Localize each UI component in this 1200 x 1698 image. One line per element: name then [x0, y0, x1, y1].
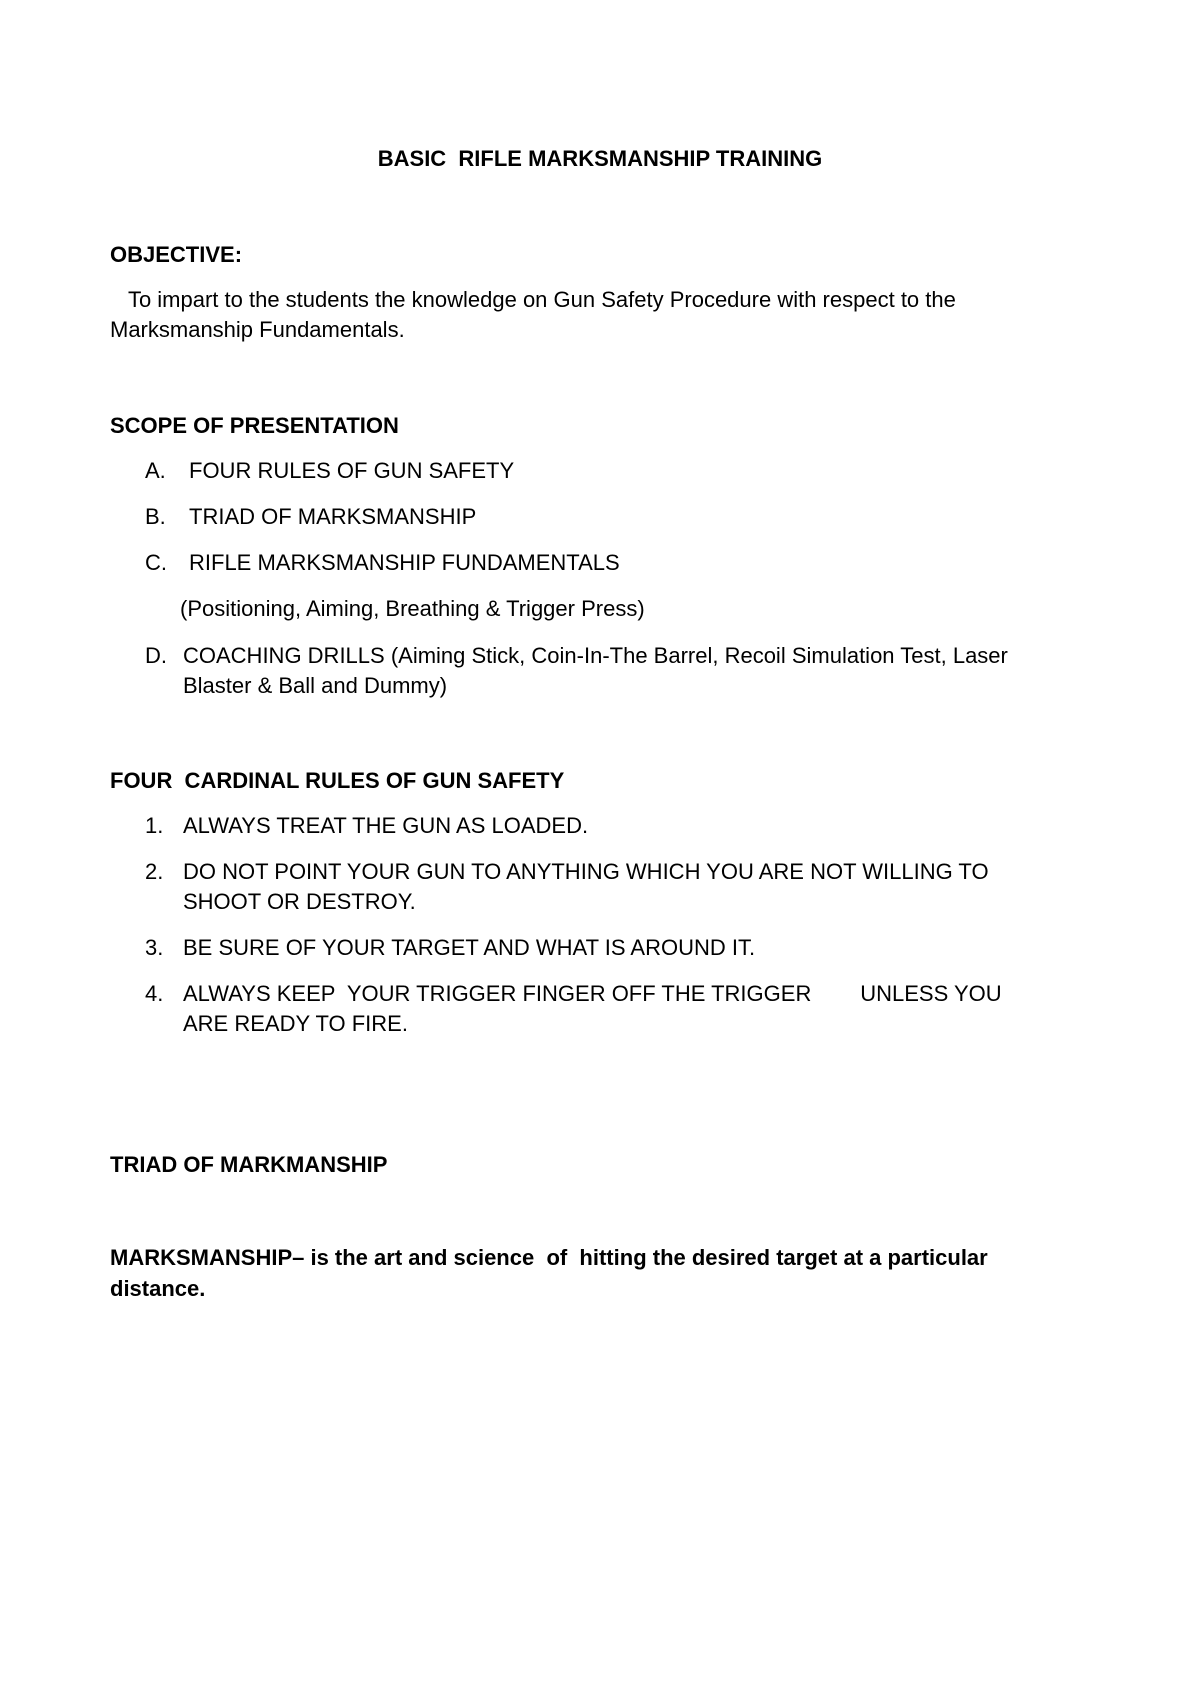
objective-heading: OBJECTIVE: [110, 242, 243, 267]
marksmanship-definition-line-2: distance. [110, 1276, 206, 1301]
objective-text-line-2: Marksmanship Fundamentals. [110, 317, 405, 342]
list-marker: C. [145, 550, 167, 575]
list-item-text: DO NOT POINT YOUR GUN TO ANYTHING WHICH YOU ARE NOT WILLING TO [183, 859, 989, 884]
list-item-text-continued: SHOOT OR DESTROY. [183, 889, 416, 914]
triad-heading: TRIAD OF MARKMANSHIP [110, 1152, 388, 1177]
list-item-text: ALWAYS TREAT THE GUN AS LOADED. [183, 813, 589, 838]
list-marker: A. [145, 458, 166, 483]
list-marker: 2. [145, 859, 164, 884]
list-marker: 3. [145, 935, 164, 960]
scope-heading: SCOPE OF PRESENTATION [110, 413, 399, 438]
document-title: BASIC RIFLE MARKSMANSHIP TRAINING [377, 146, 823, 171]
list-item-text-continued: Blaster & Ball and Dummy) [183, 673, 448, 698]
list-marker: 4. [145, 981, 164, 1006]
list-item-text-continued: ARE READY TO FIRE. [183, 1011, 408, 1036]
list-item-text: FOUR RULES OF GUN SAFETY [189, 458, 515, 483]
objective-text-line-1: To impart to the students the knowledge on Gun Safety Procedure with respect to the [110, 287, 956, 312]
list-item-text: BE SURE OF YOUR TARGET AND WHAT IS AROUND IT. [183, 935, 756, 960]
list-item-text: COACHING DRILLS (Aiming Stick, Coin-In-The Barrel, Recoil Simulation Test, Laser [183, 643, 1008, 668]
scope-item-c-subnote: (Positioning, Aiming, Breathing & Trigger Press) [180, 596, 645, 621]
list-item-text: RIFLE MARKSMANSHIP FUNDAMENTALS [189, 550, 620, 575]
list-marker: 1. [145, 813, 164, 838]
list-item-text: TRIAD OF MARKSMANSHIP [189, 504, 477, 529]
marksmanship-definition-line-1: MARKSMANSHIP– is the art and science of hitting the desired target at a particular [110, 1245, 988, 1270]
list-item-text: ALWAYS KEEP YOUR TRIGGER FINGER OFF THE TRIGGER UNLESS YOU [183, 981, 1002, 1006]
list-marker: D. [145, 643, 167, 668]
list-marker: B. [145, 504, 166, 529]
rules-heading: FOUR CARDINAL RULES OF GUN SAFETY [110, 768, 565, 793]
